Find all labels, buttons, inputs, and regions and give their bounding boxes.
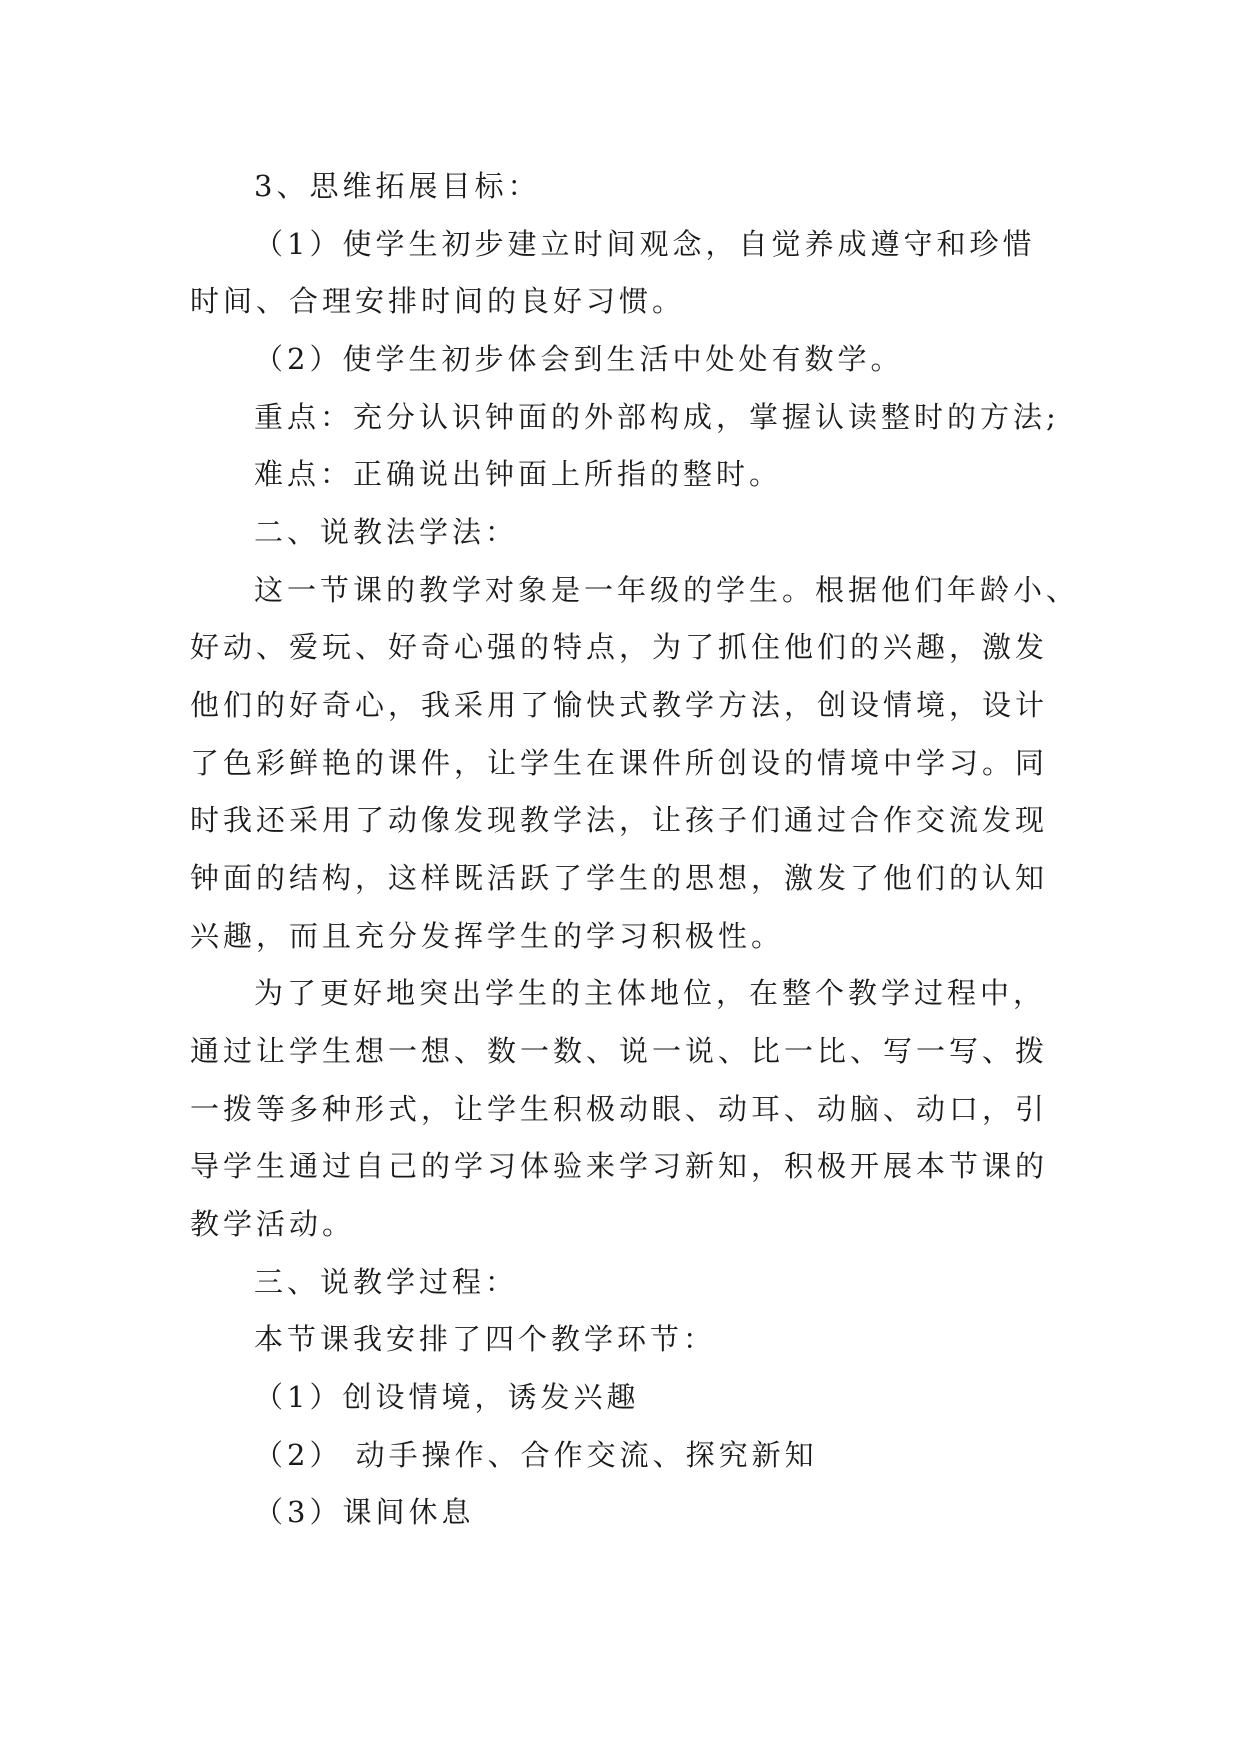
methods-paragraph-line-3: 他们的好奇心，我采用了愉快式教学方法，创设情境，设计 (190, 688, 1049, 722)
methods-paragraph-line-4: 了色彩鲜艳的课件，让学生在课件所创设的情境中学习。同 (190, 746, 1049, 780)
subject-paragraph-line-4: 导学生通过自己的学习体验来学习新知，积极开展本节课的 (190, 1149, 1049, 1183)
subject-paragraph-line-2: 通过让学生想一想、数一数、说一说、比一比、写一写、拨 (190, 1034, 1049, 1068)
goal-item-2: （2）使学生初步体会到生活中处处有数学。 (254, 342, 904, 376)
process-intro: 本节课我安排了四个教学环节： (254, 1322, 717, 1356)
goal-item-1-line-2: 时间、合理安排时间的良好习惯。 (190, 284, 686, 318)
methods-paragraph-line-6: 钟面的结构，这样既活跃了学生的思想，激发了他们的认知 (190, 861, 1049, 895)
key-point: 重点：充分认识钟面的外部构成，掌握认读整时的方法; (254, 400, 1060, 434)
goal-item-1-line-1: （1）使学生初步建立时间观念，自觉养成遵守和珍惜 (254, 227, 1036, 261)
process-step-3: （3）课间休息 (254, 1495, 475, 1529)
methods-paragraph-line-5: 时我还采用了动像发现教学法，让孩子们通过合作交流发现 (190, 803, 1049, 837)
methods-paragraph-line-2: 好动、爱玩、好奇心强的特点，为了抓住他们的兴趣，激发 (190, 630, 1049, 664)
subject-paragraph-line-3: 一拨等多种形式，让学生积极动眼、动耳、动脑、动口，引 (190, 1092, 1049, 1126)
process-step-1: （1）创设情境，诱发兴趣 (254, 1380, 640, 1414)
methods-paragraph-line-1: 这一节课的教学对象是一年级的学生。根据他们年龄小、 (254, 573, 1080, 607)
heading-teaching-process: 三、说教学过程： (254, 1265, 519, 1299)
methods-paragraph-line-7: 兴趣，而且充分发挥学生的学习积极性。 (190, 919, 785, 953)
subject-paragraph-line-5: 教学活动。 (190, 1207, 356, 1241)
subject-paragraph-line-1: 为了更好地突出学生的主体地位，在整个教学过程中， (254, 976, 1047, 1010)
heading-thinking-goal: 3、思维拓展目标： (254, 169, 541, 203)
process-step-2: （2） 动手操作、合作交流、探究新知 (254, 1438, 818, 1472)
heading-teaching-methods: 二、说教法学法： (254, 515, 519, 549)
difficult-point: 难点：正确说出钟面上所指的整时。 (254, 457, 783, 491)
